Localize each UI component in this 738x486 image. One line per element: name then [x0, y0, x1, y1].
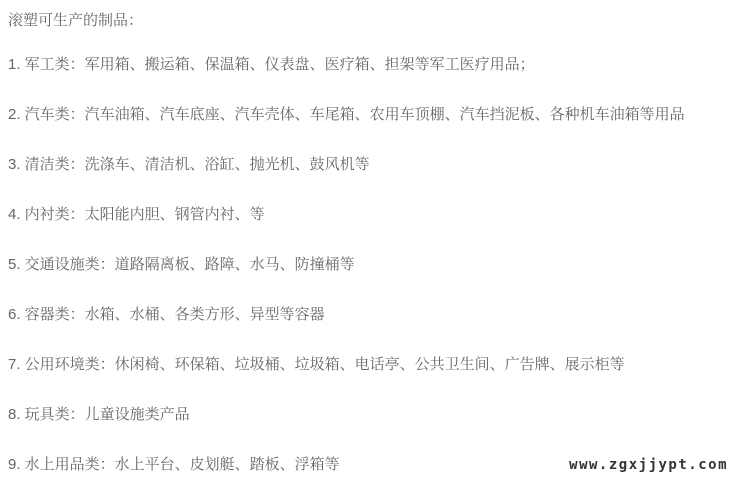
list-item-container: 6. 容器类：水箱、水桶、各类方形、异型等容器	[8, 306, 325, 323]
list-item-cleaning: 3. 清洁类：洗涤车、清洁机、浴缸、抛光机、鼓风机等	[8, 156, 370, 173]
watermark: www.zgxjjypt.com	[569, 457, 728, 473]
list-item-toys: 8. 玩具类：儿童设施类产品	[8, 406, 190, 423]
list-item-lining: 4. 内衬类：太阳能内胆、钢管内衬、等	[8, 206, 265, 223]
list-item-traffic-facility: 5. 交通设施类：道路隔离板、路障、水马、防撞桶等	[8, 256, 355, 273]
list-item-public-environment: 7. 公用环境类：休闲椅、环保箱、垃圾桶、垃圾箱、电话亭、公共卫生间、广告牌、展示柜等	[8, 356, 625, 373]
list-item-water-products: 9. 水上用品类：水上平台、皮划艇、踏板、浮箱等	[8, 456, 340, 473]
page-title: 滚塑可生产的制品：	[8, 12, 144, 29]
list-item-military: 1. 军工类：军用箱、搬运箱、保温箱、仪表盘、医疗箱、担架等军工医疗用品；	[8, 56, 535, 73]
list-item-automotive: 2. 汽车类：汽车油箱、汽车底座、汽车壳体、车尾箱、农用车顶棚、汽车挡泥板、各种机车油箱等用品	[8, 106, 685, 123]
